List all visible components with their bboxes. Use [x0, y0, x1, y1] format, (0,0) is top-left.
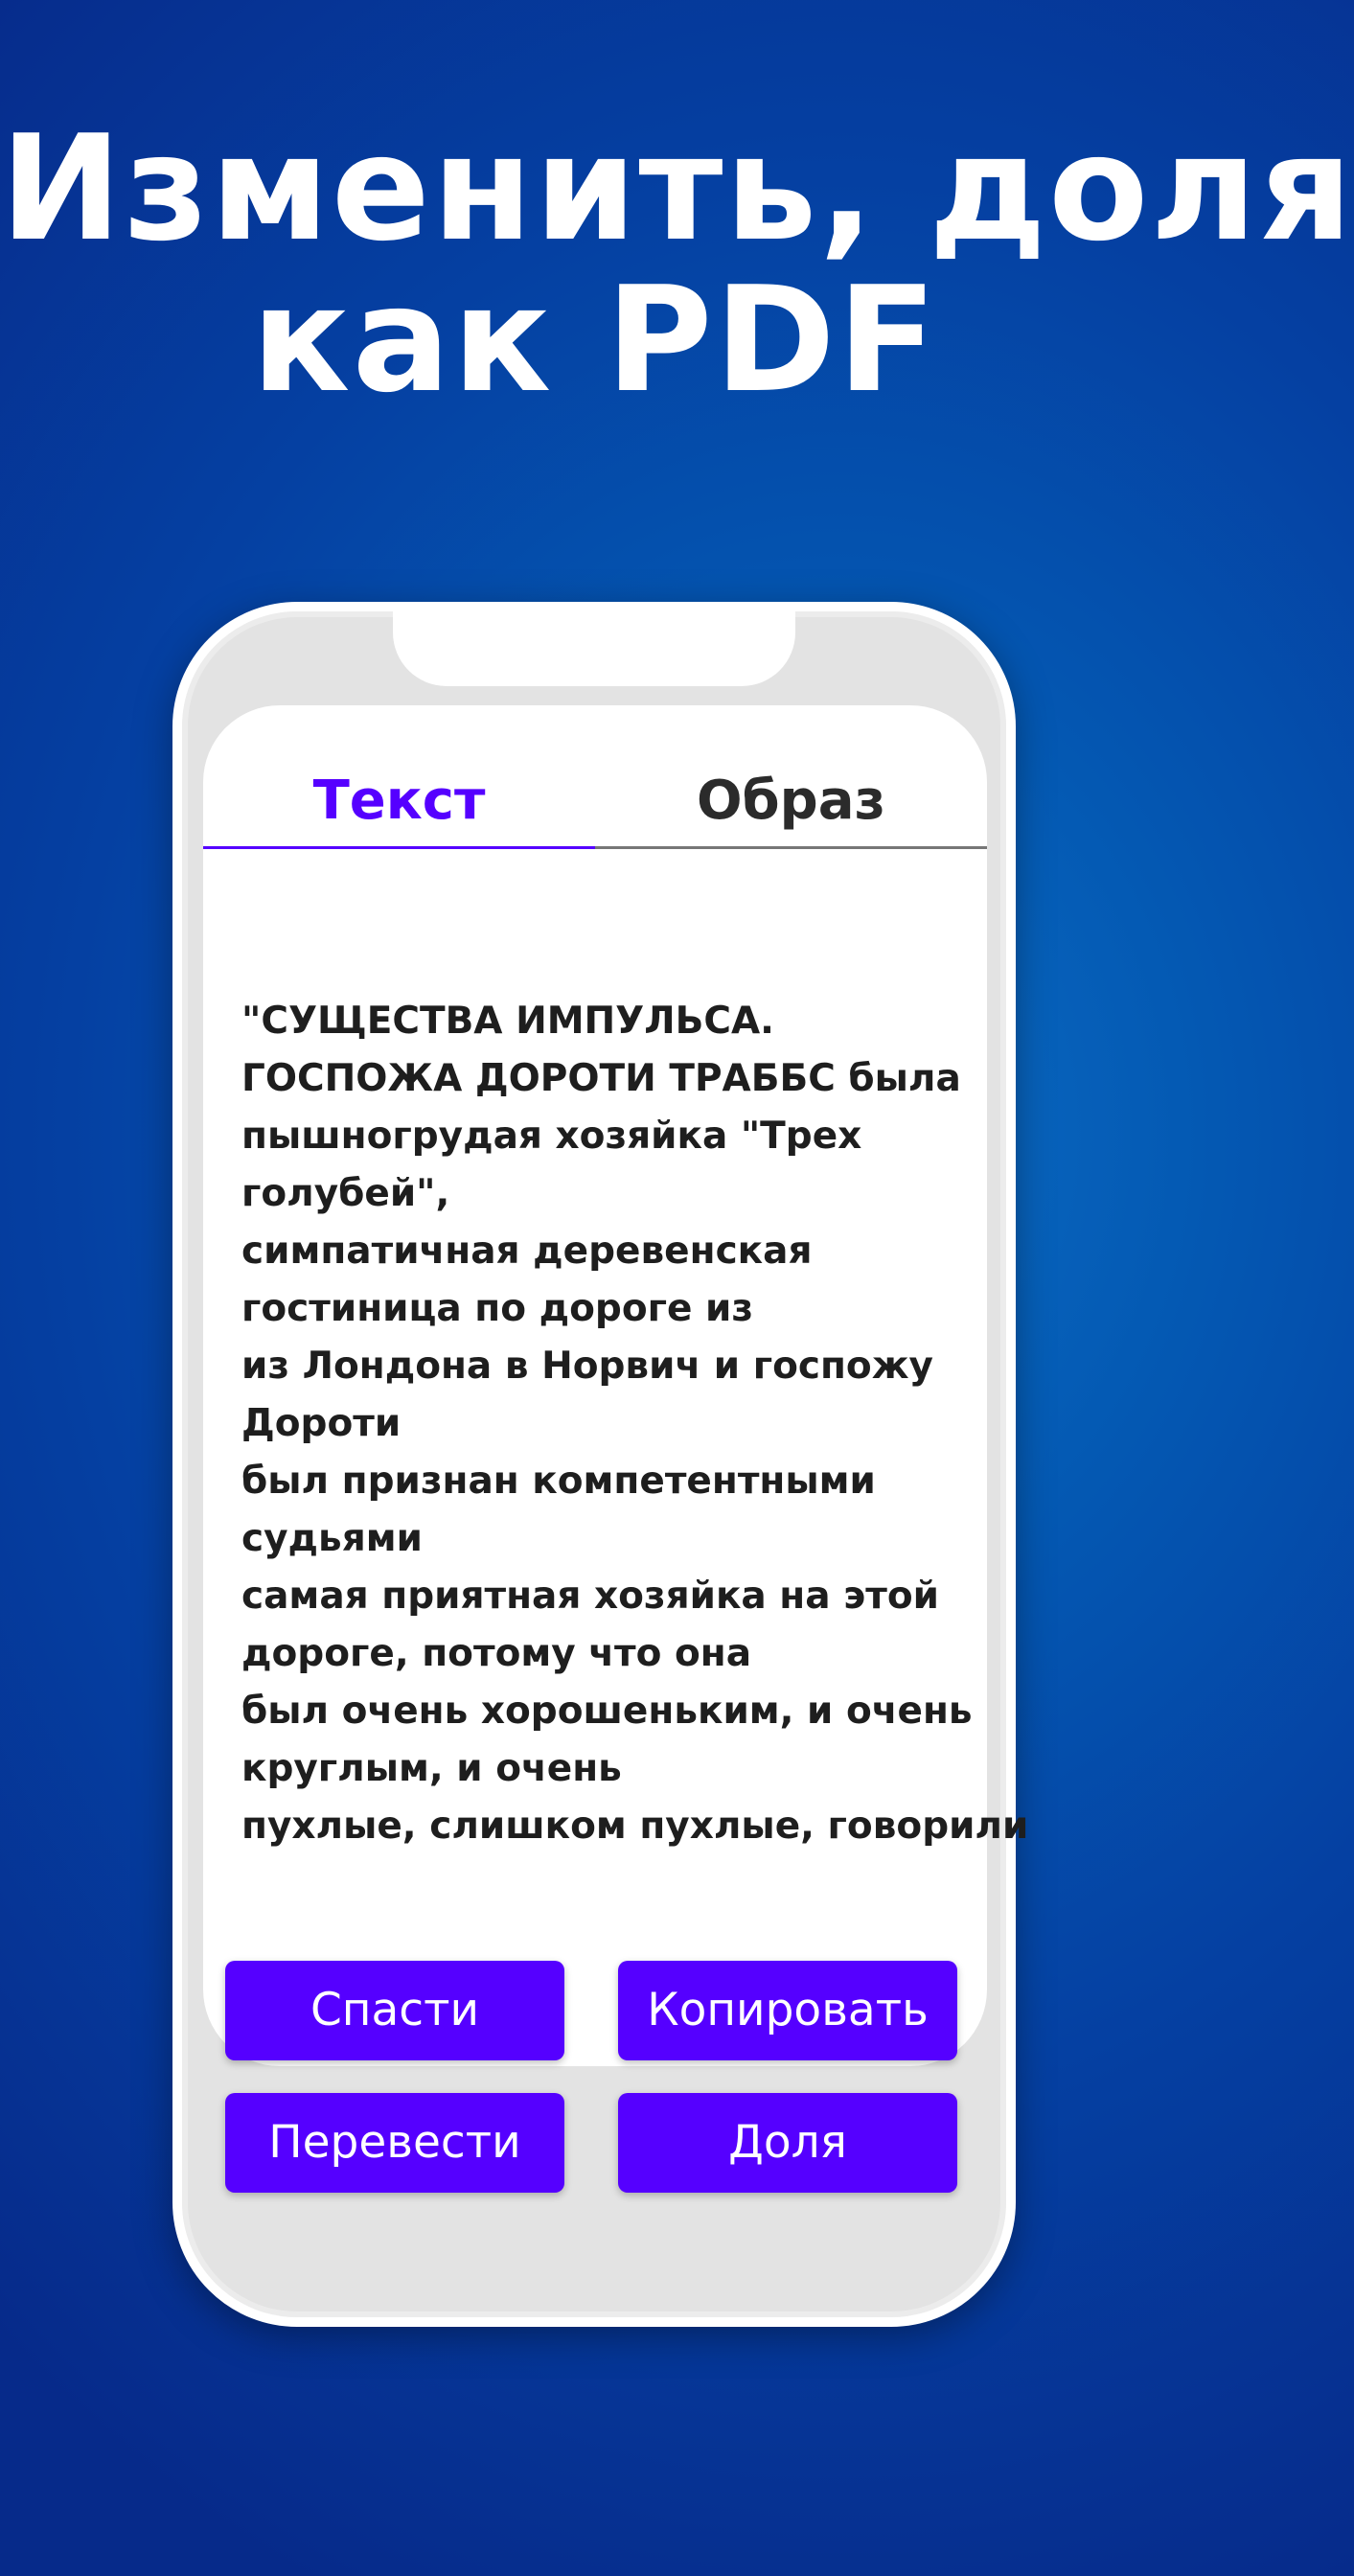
recognized-text-area[interactable]: [241, 993, 1029, 1855]
text-line: был признан компетентными: [241, 1460, 876, 1503]
text-line: голубей",: [241, 1172, 450, 1215]
phone-mockup: [172, 602, 1029, 2327]
text-line: был очень хорошеньким, и очень: [241, 1690, 973, 1733]
tab-image[interactable]: Образ: [595, 753, 987, 849]
tab-text[interactable]: Текст: [203, 753, 595, 849]
save-button[interactable]: Спасти: [225, 1961, 564, 2060]
share-button[interactable]: Доля: [618, 2093, 957, 2193]
text-line: "СУЩЕСТВА ИМПУЛЬСА.: [241, 1000, 774, 1043]
text-line: ГОСПОЖА ДОРОТИ ТРАББС была: [241, 1057, 961, 1100]
text-line: Дороти: [241, 1402, 402, 1445]
text-line: пухлые, слишком пухлые, говорили: [241, 1805, 1029, 1848]
text-line: дороге, потому что она: [241, 1632, 752, 1675]
headline-line-1: Изменить, доля: [0, 104, 1354, 273]
text-line: судьями: [241, 1517, 423, 1560]
text-line: гостиница по дороге из: [241, 1287, 754, 1330]
tab-bar: [203, 753, 987, 849]
promo-headline: [0, 104, 1354, 425]
text-line: из Лондона в Норвич и госпожу: [241, 1345, 933, 1388]
text-line: круглым, и очень: [241, 1747, 622, 1790]
text-line: пышногрудая хозяйка "Трех: [241, 1115, 862, 1158]
text-line: симпатичная деревенская: [241, 1230, 813, 1273]
text-line: самая приятная хозяйка на этой: [241, 1575, 939, 1618]
headline-line-2: как PDF: [251, 255, 939, 425]
phone-notch: [393, 610, 795, 686]
translate-button[interactable]: Перевести: [225, 2093, 564, 2193]
copy-button[interactable]: Копировать: [618, 1961, 957, 2060]
phone-screen: [203, 705, 1029, 2066]
